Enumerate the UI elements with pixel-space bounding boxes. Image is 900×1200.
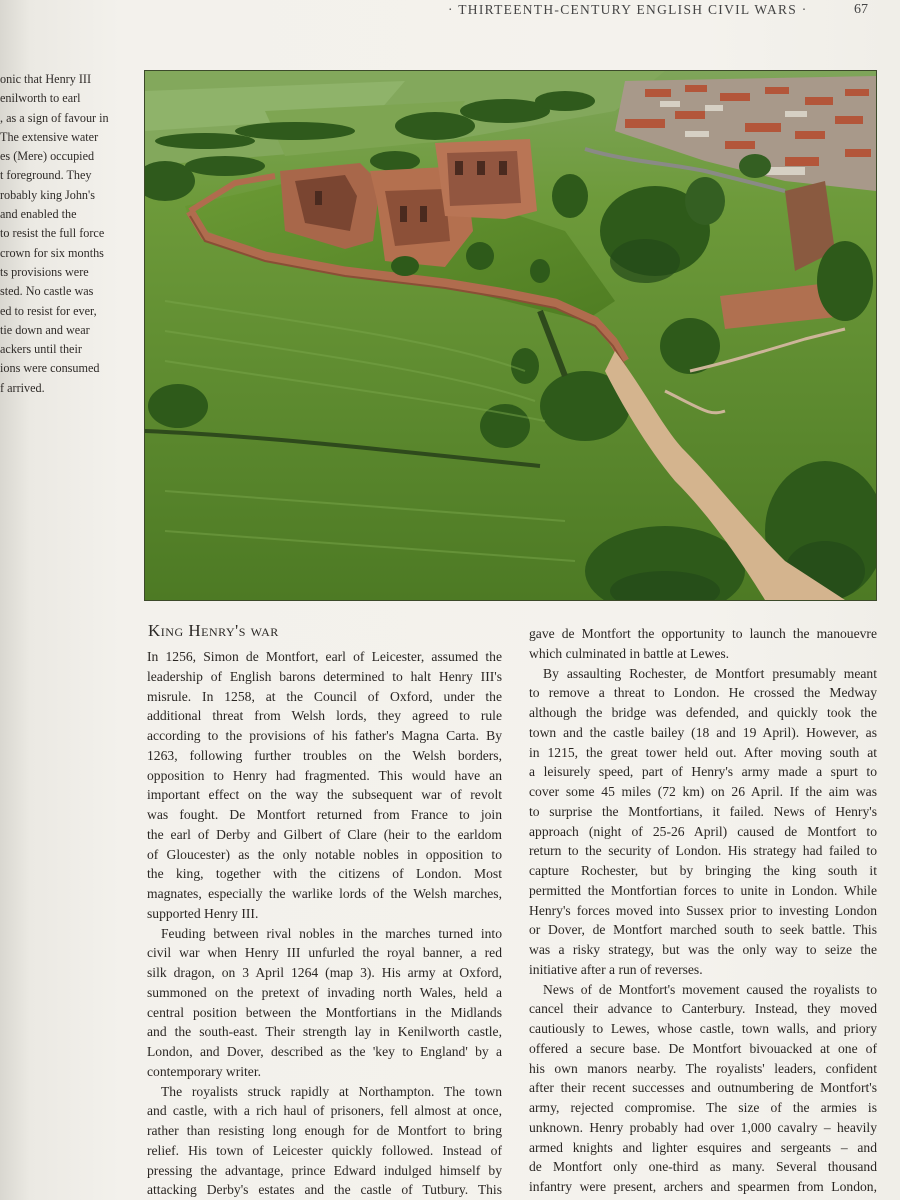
text-line: although the bridge was defended, and quickly took the [529, 705, 877, 720]
text-line: army, rejected compromise. The size of the armies is [529, 1100, 877, 1115]
text-line: relief. His town of Leicester quickly followed. Instead of [147, 1142, 502, 1158]
text-line: town and the castle bailey (18 and 19 April). However, as [529, 724, 877, 740]
margin-caption-line: ackers until their [0, 342, 82, 357]
text-line: leadership of English barons determined to halt Henry III's [147, 668, 502, 684]
text-line: the king, together with the citizens of London. Most [147, 866, 502, 882]
text-line: and castle, with a rich haul of prisoners, fell almost at once, [147, 1103, 502, 1119]
text-line: opposition to Henry had fragmented. This would have an [147, 767, 502, 783]
text-line: a leisurely speed, part of Henry's army made a spurt to [529, 764, 877, 780]
text-line: unknown. Henry probably had over 1,000 cavalry – heavily [529, 1119, 877, 1135]
margin-caption-line: tie down and wear [0, 322, 90, 337]
margin-caption-line: and enabled the [0, 207, 77, 222]
text-line: after their recent successes and outnumbering de Montfort's [529, 1080, 877, 1096]
text-line: which culminated in battle at Lewes. [529, 645, 730, 661]
text-line: de Montfort only one-third as many. Several thousand [529, 1159, 877, 1175]
text-line: important effect on the way the subsequent war of revolt [147, 787, 502, 803]
text-line: infantry were present, archers and spearmen from London, [529, 1179, 877, 1194]
margin-caption-line: onic that Henry III [0, 72, 92, 86]
text-line: civil war when Henry III unfurled the royal banner, a red [147, 945, 502, 961]
margin-caption-line: ions were consumed [0, 361, 100, 376]
text-line: misrule. In 1258, at the Council of Oxford, under the [147, 688, 502, 704]
text-line: in 1215, the great tower held out. After moving south at [529, 744, 877, 760]
text-line: approach (night of 25-26 April) caused de Montfort to [529, 823, 877, 839]
castle-aerial-photo [145, 71, 876, 600]
margin-caption-line: , as a sign of favour in [0, 110, 109, 125]
text-line: attacking Derby's estates and the castle of Tutbury. This [147, 1182, 502, 1198]
text-line: News of de Montfort's movement caused the royalists to [543, 981, 877, 997]
text-line: silk dragon, on 3 April 1264 (map 3). His army at Oxford, [147, 965, 502, 980]
text-line: return to the security of London. His strategy had failed to [529, 843, 877, 859]
text-line: Feuding between rival nobles in the marches turned into [161, 925, 502, 941]
text-line: summoned on the pretext of invading north Wales, held a [147, 984, 502, 1000]
text-line: or Dover, de Montfort marched south to seek battle. This [529, 922, 877, 938]
margin-caption [0, 70, 122, 398]
text-line: to surprise the Montfortians, it failed. News of Henry's [529, 803, 877, 819]
text-line: pressing the advantage, prince Edward indulged himself by [147, 1162, 502, 1178]
text-line: according to the provisions of his father's Magna Carta. By [147, 728, 502, 743]
text-line: 1263, following further troubles on the Welsh borders, [147, 747, 502, 763]
text-line: to remove a threat to London. He crossed the Medway [529, 685, 877, 701]
text-line: cautiously to Lewes, whose castle, town walls, and priory [529, 1021, 877, 1036]
text-line: gave de Montfort the opportunity to launch the manouevre [529, 626, 877, 641]
margin-caption-line: The extensive water [0, 129, 99, 144]
margin-caption-line: ts provisions were [0, 264, 89, 279]
page-number: 67 [854, 2, 868, 17]
text-line: cancel their advance to Canterbury. Instead, they moved [529, 1001, 877, 1017]
running-head: · THIRTEENTH-CENTURY ENGLISH CIVIL WARS · [448, 2, 808, 17]
text-line: rather than resisting long enough for de Montfort to bring [147, 1123, 502, 1138]
text-line: contemporary writer. [147, 1063, 261, 1079]
text-line: and the south-east. Their strength lay in Kenilworth castle, [147, 1024, 502, 1040]
text-line: Henry's forces moved into Sussex prior to investing London [529, 902, 877, 918]
margin-caption-line: sted. No castle was [0, 284, 94, 299]
text-line: central position between the Montfortians in the Midlands [147, 1004, 502, 1020]
text-line: The royalists struck rapidly at Northampton. The town [161, 1083, 502, 1099]
text-line: In 1256, Simon de Montfort, earl of Leicester, assumed the [147, 649, 502, 664]
text-line: was a risky strategy, but was the only way to seize the [529, 942, 877, 957]
text-line: initiative after a run of reverses. [529, 961, 703, 977]
margin-caption-line: es (Mere) occupied [0, 149, 95, 164]
text-line: the earl of Derby and Gilbert of Clare (heir to the earldom [147, 826, 502, 842]
text-line: additional threat from Welsh lords, they agreed to rule [147, 708, 502, 724]
text-line: magnates, especially the warlike lords of the Welsh marches, [147, 886, 502, 901]
margin-caption-line: ed to resist for ever, [0, 303, 97, 318]
margin-caption-line: crown for six months [0, 245, 104, 260]
text-line: cover some 45 miles (72 km) on 26 April. If the aim was [529, 784, 877, 799]
text-line: his own manors nearby. The royalists' leaders, confident [529, 1060, 877, 1076]
text-line: capture Rochester, but by bringing the king south it [529, 863, 877, 878]
text-line: of Gloucester) as the only notable nobles in opposition to [147, 846, 502, 862]
text-line: London, and Dover, described as the 'key to England' by a [147, 1044, 502, 1059]
margin-caption-line: to resist the full force [0, 226, 105, 241]
text-line: offered a secure base. De Montfort bivouacked at one of [529, 1040, 877, 1056]
text-line: permitted the Montfortian forces to unite in London. While [529, 882, 877, 898]
text-line: By assaulting Rochester, de Montfort presumably meant [543, 665, 877, 681]
margin-caption-line: f arrived. [0, 380, 45, 395]
margin-caption-line: enilworth to earl [0, 91, 81, 106]
section-title: King Henry's war [148, 621, 279, 640]
text-line: was fought. De Montfort returned from France to join [147, 807, 502, 822]
body-column-left [147, 647, 502, 1200]
text-line: supported Henry III. [147, 905, 259, 921]
margin-caption-line: robably king John's [0, 187, 95, 202]
margin-caption-line: t foreground. They [0, 168, 92, 183]
body-column-right [529, 624, 877, 1197]
text-line: armed knights and lighter esquires and sergeants – and [529, 1139, 877, 1155]
